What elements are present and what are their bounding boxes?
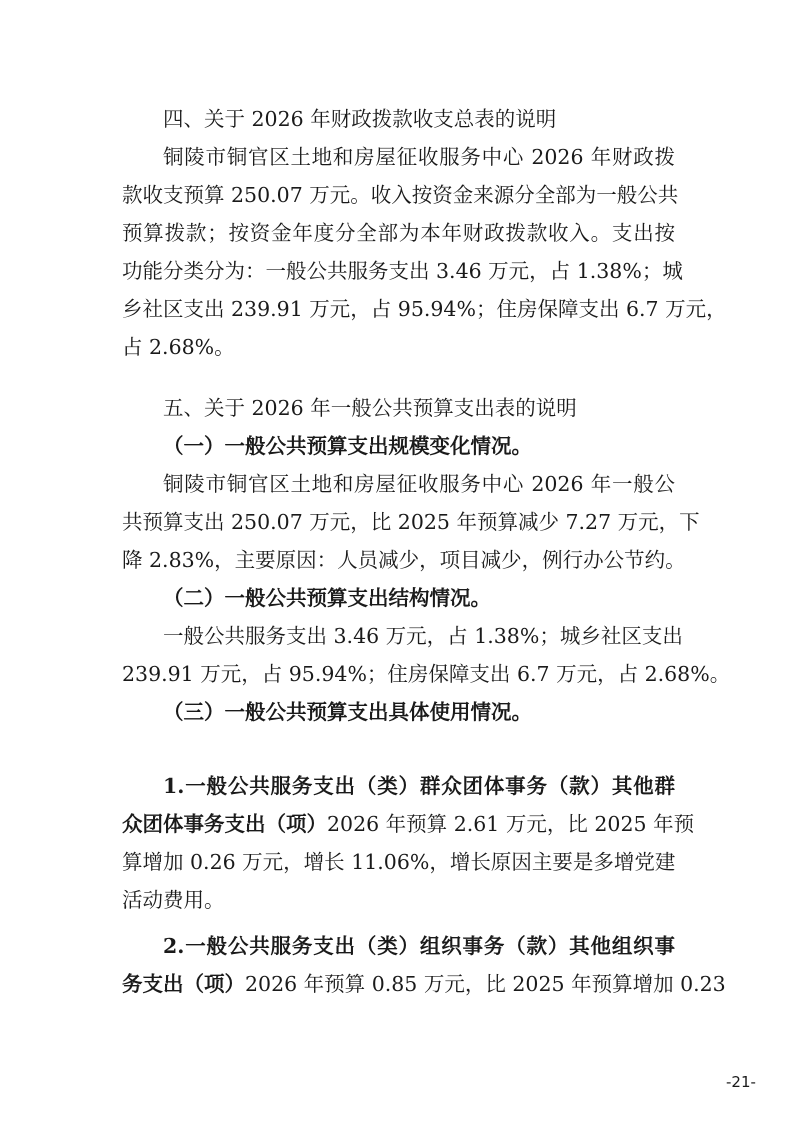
item-1-line-2: [122, 805, 695, 843]
paragraph-line: 乡社区支出 239.91 万元，占 95.94%；住房保障支出 6.7 万元，: [122, 297, 727, 321]
item-2-text: 2026 年预算 0.85 万元，比 2025 年预算增加 0.23: [245, 972, 726, 996]
subsection-3-heading: （三）一般公共预算支出具体使用情况。: [163, 700, 532, 724]
subsection-2-heading: （二）一般公共预算支出结构情况。: [163, 586, 491, 610]
paragraph-line: 款收支预算 250.07 万元。收入按资金来源分全部为一般公共: [122, 183, 679, 207]
paragraph-line: 共预算支出 250.07 万元，比 2025 年预算减少 7.27 万元，下: [122, 510, 700, 534]
paragraph-line: 预算拨款；按资金年度分全部为本年财政拨款收入。支出按: [122, 221, 675, 245]
item-1-title-cont: 众团体事务支出（项）: [122, 812, 327, 836]
section-5: [122, 389, 731, 731]
paragraph-line: 一般公共服务支出 3.46 万元，占 1.38%；城乡社区支出: [163, 624, 683, 648]
item-1-text: 2026 年预算 2.61 万元，比 2025 年预: [327, 812, 695, 836]
paragraph-line: 239.91 万元，占 95.94%；住房保障支出 6.7 万元，占 2.68%。: [122, 662, 731, 686]
paragraph-line: 算增加 0.26 万元，增长 11.06%，增长原因主要是多增党建: [122, 850, 676, 874]
item-2-title-cont: 务支出（项）: [122, 972, 245, 996]
page-number: -21-: [726, 1073, 756, 1091]
paragraph-line: 占 2.68%。: [122, 335, 235, 359]
paragraph-line: 功能分类分为：一般公共服务支出 3.46 万元，占 1.38%；城: [122, 259, 683, 283]
section-4: [122, 100, 727, 366]
paragraph-line: 降 2.83%，主要原因：人员减少，项目减少，例行办公节约。: [122, 548, 686, 572]
item-2-line-2: [122, 965, 726, 1003]
paragraph-line: 活动费用。: [122, 888, 225, 912]
paragraph-line: 铜陵市铜官区土地和房屋征收服务中心 2026 年财政拨: [163, 145, 675, 169]
paragraph-line: 铜陵市铜官区土地和房屋征收服务中心 2026 年一般公: [163, 472, 675, 496]
section-4-heading: 四、关于 2026 年财政拨款收支总表的说明: [163, 107, 557, 131]
item-2: [122, 927, 726, 1003]
section-5-heading: 五、关于 2026 年一般公共预算支出表的说明: [163, 396, 577, 420]
item-1-title-line: 1.一般公共服务支出（类）群众团体事务（款）其他群: [163, 774, 675, 798]
item-1: [122, 767, 695, 919]
item-2-title-line: 2.一般公共服务支出（类）组织事务（款）其他组织事: [163, 934, 675, 958]
subsection-1-heading: （一）一般公共预算支出规模变化情况。: [163, 434, 532, 458]
